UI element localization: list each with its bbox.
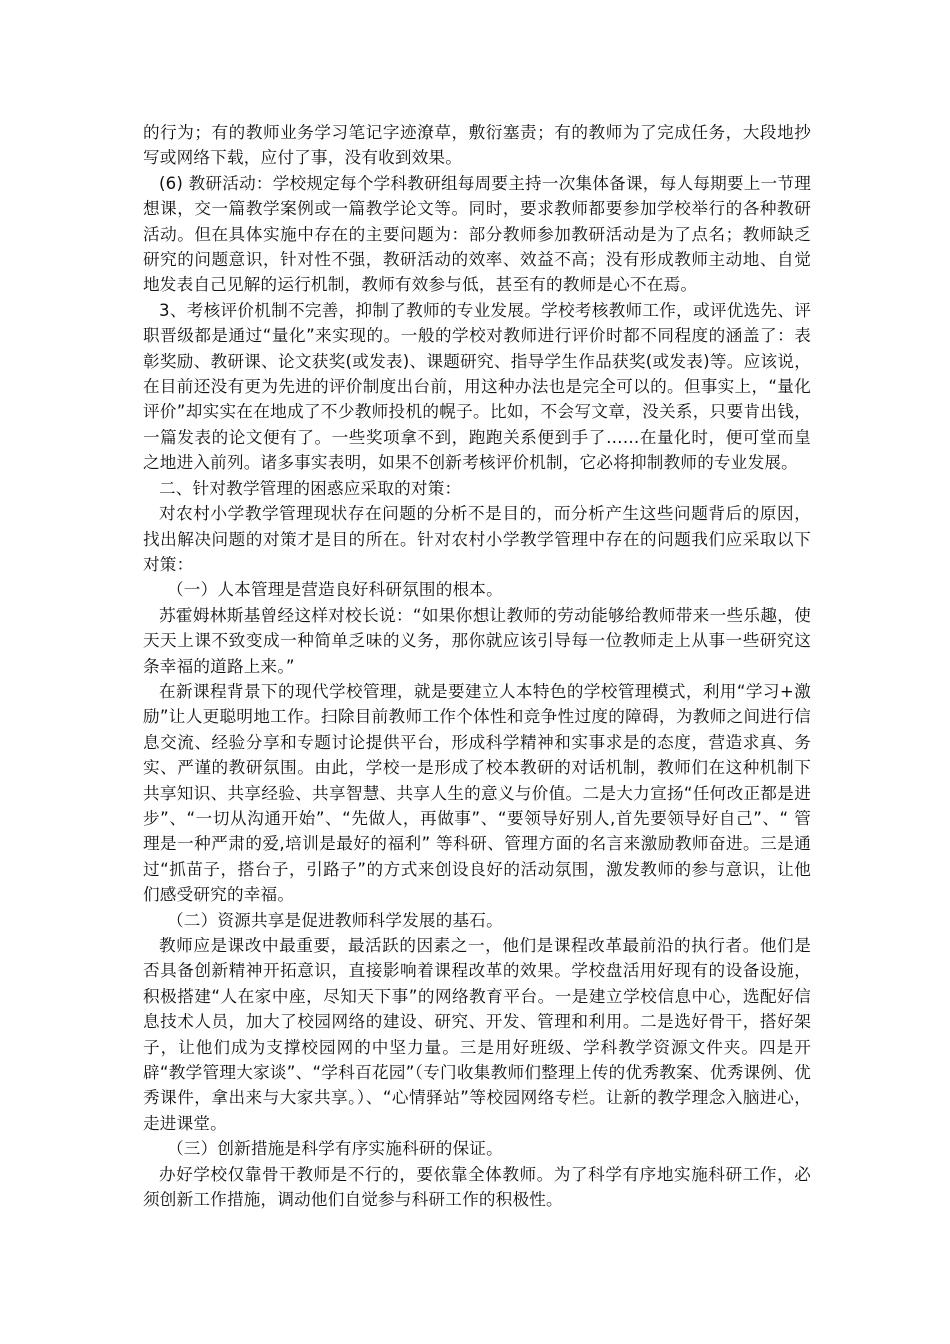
subheading-resource-sharing: （二）资源共享是促进教师科学发展的基石。 xyxy=(167,910,503,930)
subheading-humanistic-management: （一）人本管理是营造良好科研氛围的根本。 xyxy=(167,580,503,600)
paragraph-countermeasures-intro: 对农村小学教学管理现状存在问题的分析不是目的，而分析产生这些问题背后的原因，找出解决问题的对策才是目的所在。针对农村小学教学管理中存在的问题我们应采取以下对策： xyxy=(143,504,811,574)
paragraph-continuation: 的行为；有的教师业务学习笔记字迹潦草，敷衍塞责；有的教师为了完成任务，大段地抄写或网络下载，应付了事，没有收到效果。 xyxy=(143,123,811,168)
paragraph-all-teachers: 办好学校仅靠骨干教师是不行的，要依靠全体教师。为了科学有序地实施科研工作，必须创新工作措施，调动他们自觉参与科研工作的积极性。 xyxy=(143,1164,811,1210)
paragraph-sukhomlinsky-quote: 苏霍姆林斯基曾经这样对校长说：“如果你想让教师的劳动能够给教师带来一些乐趣，使天天上课不致变成一种简单乏味的义务，那你就应该引导每一位教师走上从事一些研究这条幸福的道路上来。” xyxy=(143,605,811,676)
section-heading-countermeasures: 二、针对教学管理的困惑应采取的对策： xyxy=(159,478,462,498)
subheading-innovative-measures: （三）创新措施是科学有序实施科研的保证。 xyxy=(167,1139,503,1159)
paragraph-modern-school-management: 在新课程背景下的现代学校管理，就是要建立人本特色的学校管理模式，利用“学习+激励”让人更聪明地工作。扫除目前教师工作个体性和竞争性过度的障碍，为教师之间进行信息交流、经验分享和专题讨论提供平台，形成科学精神和实事求是的态度，营造求真、务实、严谨的教研氛围。由此，学校一是形成了校本教研的对话机制，教师们在这种机制下共享知识、共享经验、共享智慧、共享人生的意义与价值。二是大力宣扬“任何改正都是进步”、“一切从沟通开始”、“先做人，再做事”、“要领导好别人,首先要领导好自己”、“ 管理是一种严肃的爱,培训是最好的福利” 等科研、管理方面的名言来激励教师奋进。三是通过“抓苗子，搭台子，引路子”的方式来创设良好的活动氛围，激发教师的参与意识，让他们感受研究的幸福。 xyxy=(143,681,811,905)
paragraph-teaching-research: (6) 教研活动：学校规定每个学科教研组每周要主持一次集体备课，每人每期要上一节理想课，交一篇教学案例或一篇教学论文等。同时，要求教师都要参加学校举行的各种教研活动。但在具体实施中存在的主要问题为：部分教师参加教研活动是为了点名；教师缺乏研究的问题意识，针对性不强，教研活动的效率、效益不高；没有形成教师主动地、自觉地发表自己见解的运行机制，教师有效参与低，甚至有的教师是心不在焉。 xyxy=(143,173,811,295)
paragraph-network-platform: 教师应是课改中最重要，最活跃的因素之一，他们是课程改革最前沿的执行者。他们是否具备创新精神开拓意识，直接影响着课程改革的效果。学校盘活用好现有的设备设施，积极搭建“人在家中座，尽知天下事”的网络教育平台。一是建立学校信息中心，选配好信息技术人员，加大了校园网络的建设、研究、开发、管理和利用。二是选好骨干，搭好架子，让他们成为支撑校园网的中坚力量。三是用好班级、学科教学资源文件夹。四是开辟“教学管理大家谈”、“学科百花园”（专门收集教师们整理上传的优秀教案、优秀课例、优秀课件，拿出来与大家共享。）、“心情驿站”等校园网络专栏。让新的教学理念入脑进心，走进课堂。 xyxy=(143,936,811,1133)
paragraph-evaluation-mechanism: 3、考核评价机制不完善，抑制了教师的专业发展。学校考核教师工作，或评优选先、评职晋级都是通过“量化”来实现的。一般的学校对教师进行评价时都不同程度的涵盖了：表彰奖励、教研课、论文获奖(或发表)、课题研究、指导学生作品获奖(或发表)等。应该说，在目前还没有更为先进的评价制度出台前，用这种办法也是完全可以的。但事实上，“量化评价”却实实在在地成了不少教师投机的幌子。比如，不会写文章，没关系，只要肯出钱，一篇发表的论文便有了。一些奖项拿不到，跑跑关系便到手了……在量化时，便可堂而皇之地进入前列。诸多事实表明，如果不创新考核评价机制，它必将抑制教师的专业发展。 xyxy=(143,300,811,473)
document-page xyxy=(143,120,811,1212)
